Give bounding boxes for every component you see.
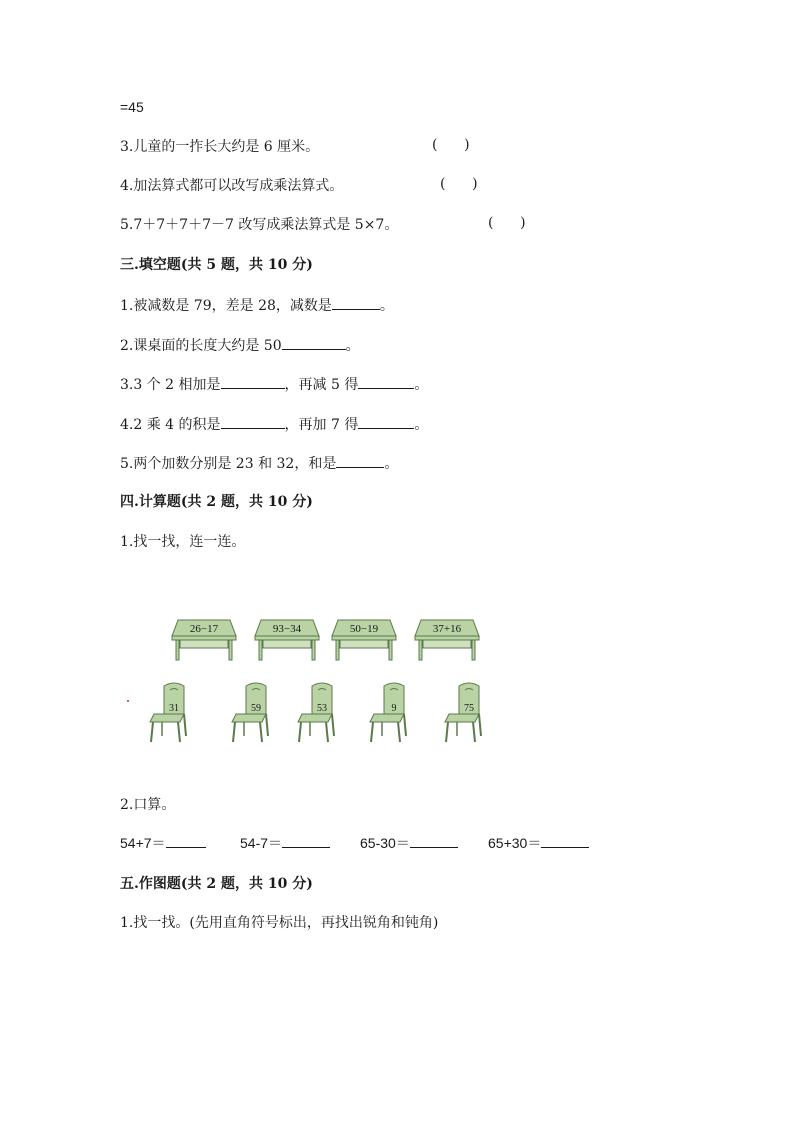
chair-label-3: 53 — [317, 703, 327, 714]
fill-blank-2[interactable] — [282, 335, 346, 350]
desk-3[interactable] — [332, 620, 396, 660]
judge-paren-4[interactable]: ( ) — [440, 176, 478, 192]
top-fragment: =45 — [120, 99, 144, 115]
chair-3[interactable] — [298, 683, 334, 742]
fill-item-5 — [120, 453, 398, 474]
fill-item-4 — [120, 414, 428, 435]
judge-paren-3[interactable]: ( ) — [432, 137, 470, 153]
fill-blank-5[interactable] — [336, 453, 384, 468]
fill-item-3-post: 。 — [414, 377, 429, 393]
chair-2[interactable] — [232, 683, 268, 742]
mental-blank-3[interactable] — [410, 833, 458, 848]
fill-item-2-post: 。 — [345, 338, 360, 354]
chair-label-5: 75 — [464, 703, 474, 714]
desk-label-1: 26−17 — [189, 623, 219, 635]
mental-item-1 — [120, 833, 206, 853]
draw-q1: 1.找一找。(先用直角符号标出，再找出锐角和钝角) — [120, 915, 439, 931]
chair-label-1: 31 — [169, 703, 179, 714]
fill-item-4-post: 。 — [414, 417, 429, 433]
fill-item-3-pre: 3.3 个 2 相加是 — [120, 377, 221, 393]
section-5-title: 五.作图题(共 2 题，共 10 分) — [120, 876, 313, 892]
judge-item-3: 3.儿童的一拃长大约是 6 厘米。 — [120, 139, 320, 155]
chair-1[interactable] — [150, 683, 186, 742]
chair-4[interactable] — [370, 683, 406, 742]
fill-item-5-post: 。 — [384, 456, 399, 472]
mental-blank-2[interactable] — [282, 833, 330, 848]
mental-math-row — [120, 833, 640, 855]
desk-1[interactable] — [172, 620, 236, 660]
fill-item-1-post: 。 — [379, 298, 394, 314]
mental-item-2 — [240, 833, 330, 853]
fill-blank-3a[interactable] — [221, 374, 285, 389]
mental-expr-4: 65+30＝ — [488, 835, 542, 851]
chair-label-4: 9 — [391, 703, 397, 714]
fill-blank-3b[interactable] — [358, 374, 414, 389]
fill-blank-4a[interactable] — [221, 414, 285, 429]
judge-paren-5[interactable]: ( ) — [488, 215, 526, 231]
desk-label-2: 93−34 — [272, 623, 302, 635]
calc-q2: 2.口算。 — [120, 797, 176, 813]
desk-label-4: 37+16 — [432, 623, 462, 635]
fill-item-4-mid: ，再加 7 得 — [284, 417, 359, 433]
mental-expr-1: 54+7＝ — [120, 835, 166, 851]
fill-item-5-pre: 5.两个加数分别是 23 和 32，和是 — [120, 456, 337, 472]
fill-item-2-pre: 2.课桌面的长度大约是 50 — [120, 338, 282, 354]
judge-item-5: 5.7＋7＋7＋7－7 改写成乘法算式是 5×7。 — [120, 217, 399, 233]
fill-item-3-mid: ，再减 5 得 — [284, 377, 359, 393]
mental-blank-4[interactable] — [541, 833, 589, 848]
mental-expr-2: 54-7＝ — [240, 835, 283, 851]
mental-item-4 — [488, 833, 589, 853]
chair-label-2: 59 — [251, 703, 261, 714]
chair-5[interactable] — [445, 683, 481, 742]
fill-item-4-pre: 4.2 乘 4 的积是 — [120, 417, 221, 433]
fill-item-1-pre: 1.被减数是 79，差是 28，减数是 — [120, 298, 332, 314]
judge-item-4: 4.加法算式都可以改写成乘法算式。 — [120, 178, 344, 194]
fill-item-3 — [120, 374, 428, 395]
desk-2[interactable] — [255, 620, 319, 660]
mental-item-3 — [360, 833, 458, 853]
match-illustration — [120, 610, 500, 750]
section-3-title: 三.填空题(共 5 题，共 10 分) — [120, 257, 313, 273]
calc-q1: 1.找一找，连一连。 — [120, 534, 246, 550]
fill-blank-4b[interactable] — [358, 414, 414, 429]
fill-blank-1[interactable] — [332, 295, 380, 310]
fill-item-2 — [120, 335, 360, 356]
fill-item-1 — [120, 295, 394, 316]
desk-4[interactable] — [415, 620, 479, 660]
section-4-title: 四.计算题(共 2 题，共 10 分) — [120, 494, 313, 510]
mental-expr-3: 65-30＝ — [360, 835, 410, 851]
mental-blank-1[interactable] — [166, 833, 206, 848]
desk-label-3: 50−19 — [349, 623, 379, 635]
